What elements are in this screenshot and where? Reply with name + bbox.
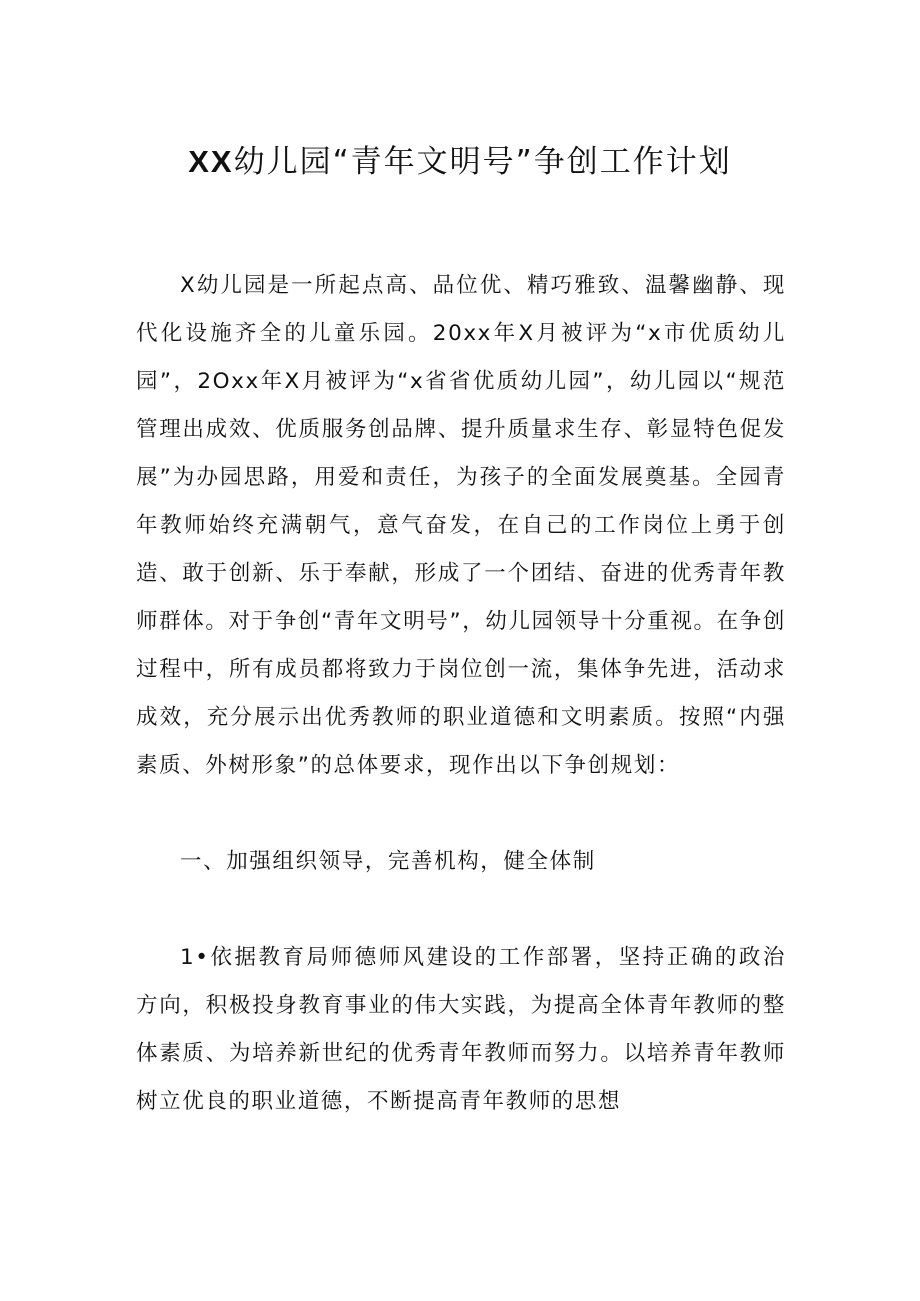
- document-title-prefix: XX: [188, 144, 234, 179]
- document-title: [0, 140, 920, 184]
- document-title-text: 幼儿园“青年文明号”争创工作计划: [233, 144, 732, 180]
- section-1-paragraph-1: 1•依据教育局师德师风建设的工作部署，坚持正确的政治方向，积极投身教育事业的伟大实践，为提高全体青年教师的整体素质、为培养新世纪的优秀青年教师而努力。以培养青年教师树立优良的职业道德，不断提高青年教师的思想: [136, 945, 786, 1114]
- section-heading-1: 一、加强组织领导，完善机构，健全体制: [180, 849, 596, 874]
- intro-paragraph: X幼儿园是一所起点高、品位优、精巧雅致、温馨幽静、现代化设施齐全的儿童乐园。20xx年X月被评为“x市优质幼儿园”，2Oxx年X月被评为“x省省优质幼儿园”，幼儿园以“规范管理出成效、优质服务创品牌、提升质量求生存、彰显特色促发展”为办园思路，用爱和责任，为孩子的全面发展奠基。全园青年教师始终充满朝气，意气奋发，在自己的工作岗位上勇于创造、敢于创新、乐于奉献，形成了一个团结、奋进的优秀青年教师群体。对于争创“青年文明号”，幼儿园领导十分重视。在争创过程中，所有成员都将致力于岗位创一流，集体争先进，活动求成效，充分展示出优秀教师的职业道德和文明素质。按照“内强素质、外树形象”的总体要求，现作出以下争创规划：: [136, 273, 786, 778]
